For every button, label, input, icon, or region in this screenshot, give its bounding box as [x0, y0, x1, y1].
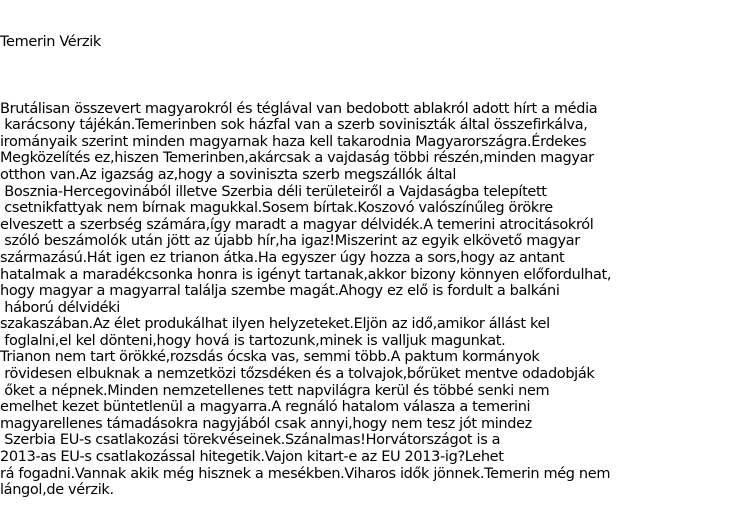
- text-line: Brutálisan összevert magyarokról és téglával van bedobott ablakról adott hírt a média: [0, 100, 598, 117]
- text-line: hatalmak a maradékcsonka honra is igényt tartanak,akkor bizony könnyen előfordulhat,: [0, 266, 612, 283]
- text-line: foglalni,el kel dönteni,hogy hová is tartozunk,minek is valljuk magunkat.: [0, 332, 506, 349]
- text-line: Szerbia EU-s csatlakozási törekvéseinek.Szánalmas!Horvátországot is a: [0, 432, 501, 449]
- text-line: Megközelítés ez,hiszen Temerinben,akárcsak a vajdaság többi részén,minden magyar: [0, 150, 594, 167]
- text-line: lángol,de vérzik.: [0, 482, 114, 499]
- text-line: származású.Hát igen ez trianon átka.Ha egyszer úgy hozza a sors,hogy az antant: [0, 249, 565, 266]
- text-line: csetnikfattyak nem bírnak magukkal.Sosem bírtak.Koszovó valószínűleg örökre: [0, 200, 553, 217]
- document-title: Temerin Vérzik: [0, 34, 101, 51]
- article-text: [0, 101, 731, 499]
- text-line: elveszett a szerbség számára,így maradt a magyar délvidék.A temerini atrocitásokról: [0, 216, 594, 233]
- text-line: hogy magyar a magyarral találja szembe magát.Ahogy ez elő is fordult a balkáni: [0, 283, 560, 300]
- text-line: őket a népnek.Minden nemzetellenes tett napvilágra kerül és többé senki nem: [0, 382, 550, 399]
- text-line: irományaik szerint minden magyarnak haza kell takarodnia Magyarországra.Érdekes: [0, 133, 587, 150]
- text-line: szakaszában.Az élet produkálhat ilyen helyzeteket.Eljön az idő,amikor állást kel: [0, 316, 550, 333]
- text-line: otthon van.Az igazság az,hogy a soviniszta szerb megszállók által: [0, 166, 457, 183]
- text-line: karácsony tájékán.Temerinben sok házfal van a szerb soviniszták által összefirkálva,: [0, 117, 588, 134]
- text-line: háború délvidéki: [0, 299, 120, 316]
- document-body: [0, 1, 731, 515]
- text-line: Bosznia-Hercegovinából illetve Szerbia déli területeiről a Vajdaságba telepített: [0, 183, 547, 200]
- text-line: magyarellenes támadásokra nagyjából csak annyi,hogy nem tesz jót mindez: [0, 415, 532, 432]
- text-line: szóló beszámolók után jött az újabb hír,ha igaz!Miszerint az egyik elkövető magyar: [0, 233, 580, 250]
- text-line: rövidesen elbuknak a nemzetközi tőzsdéken és a tolvajok,bőrüket mentve odadobják: [0, 366, 595, 383]
- text-line: 2013-as EU-s csatlakozással hitegetik.Vajon kitart-e az EU 2013-ig?Lehet: [0, 449, 504, 466]
- text-line: Trianon nem tart örökké,rozsdás ócska vas, semmi több.A paktum kormányok: [0, 349, 540, 366]
- text-line: emelhet kezet büntetlenül a magyarra.A regnáló hatalom válasza a temerini: [0, 399, 531, 416]
- text-line: rá fogadni.Vannak akik még hisznek a mesékben.Viharos idők jönnek.Temerin még nem: [0, 465, 611, 482]
